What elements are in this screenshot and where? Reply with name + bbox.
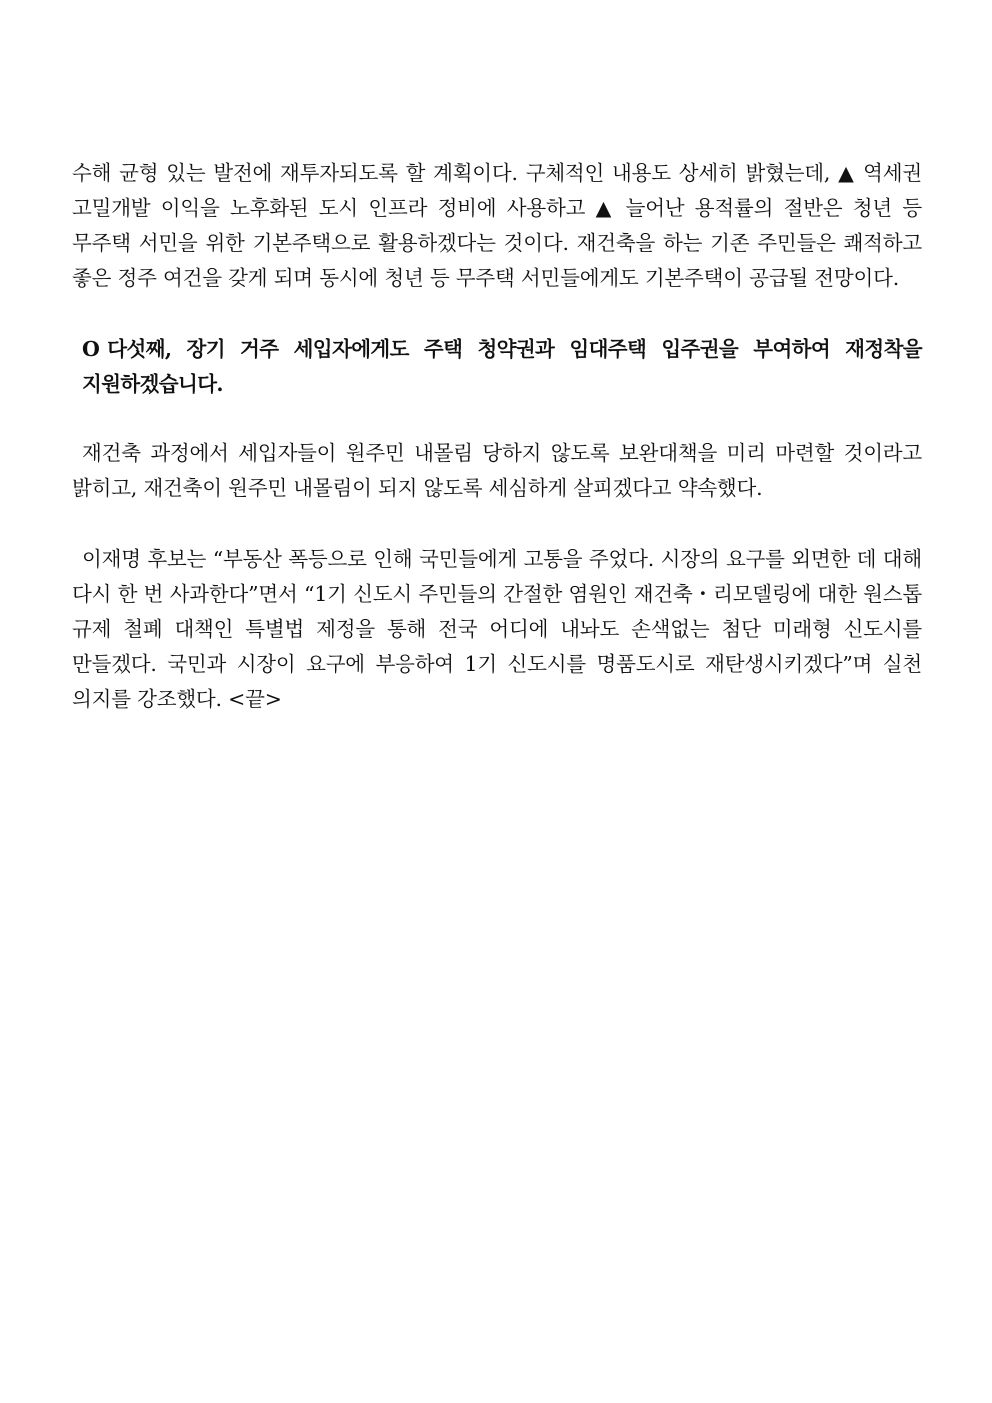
bullet-circle-icon: O xyxy=(82,337,100,361)
paragraph-candidate-quote: 이재명 후보는 “부동산 폭등으로 인해 국민들에게 고통을 주었다. 시장의 요구를 외면한 데 대해 다시 한 번 사과한다”면서 “1기 신도시 주민들의 간절한 염원인 재건축・리모델링에 대한 원스톱 규제 철폐 대책인 특별법 제정을 통해 전국 어디에 내놔도 손색없는 첨단 미래형 신도시를 만들겠다. 국민과 시장이 요구에 부응하여 1기 신도시를 명품도시로 재탄생시키겠다”며 실천 의지를 강조했다. <끝> xyxy=(72,547,922,711)
section-heading-text: 다섯째, 장기 거주 세입자에게도 주택 청약권과 임대주택 입주권을 부여하여 재정착을 지원하겠습니다. xyxy=(82,337,922,396)
document-body xyxy=(72,156,922,717)
section-heading-fifth xyxy=(72,332,922,402)
paragraph-continuation: 수해 균형 있는 발전에 재투자되도록 할 계획이다. 구체적인 내용도 상세히 밝혔는데, ▲ 역세권 고밀개발 이익을 노후화된 도시 인프라 정비에 사용하고 ▲ 늘어난 용적률의 절반은 청년 등 무주택 서민을 위한 기본주택으로 활용하겠다는 것이다. 재건축을 하는 기존 주민들은 쾌적하고 좋은 정주 여건을 갖게 되며 동시에 청년 등 무주택 서민들에게도 기본주택이 공급될 전망이다. xyxy=(72,161,922,290)
paragraph-tenant-measures: 재건축 과정에서 세입자들이 원주민 내몰림 당하지 않도록 보완대책을 미리 마련할 것이라고 밝히고, 재건축이 원주민 내몰림이 되지 않도록 세심하게 살피겠다고 약속했다. xyxy=(72,441,922,500)
